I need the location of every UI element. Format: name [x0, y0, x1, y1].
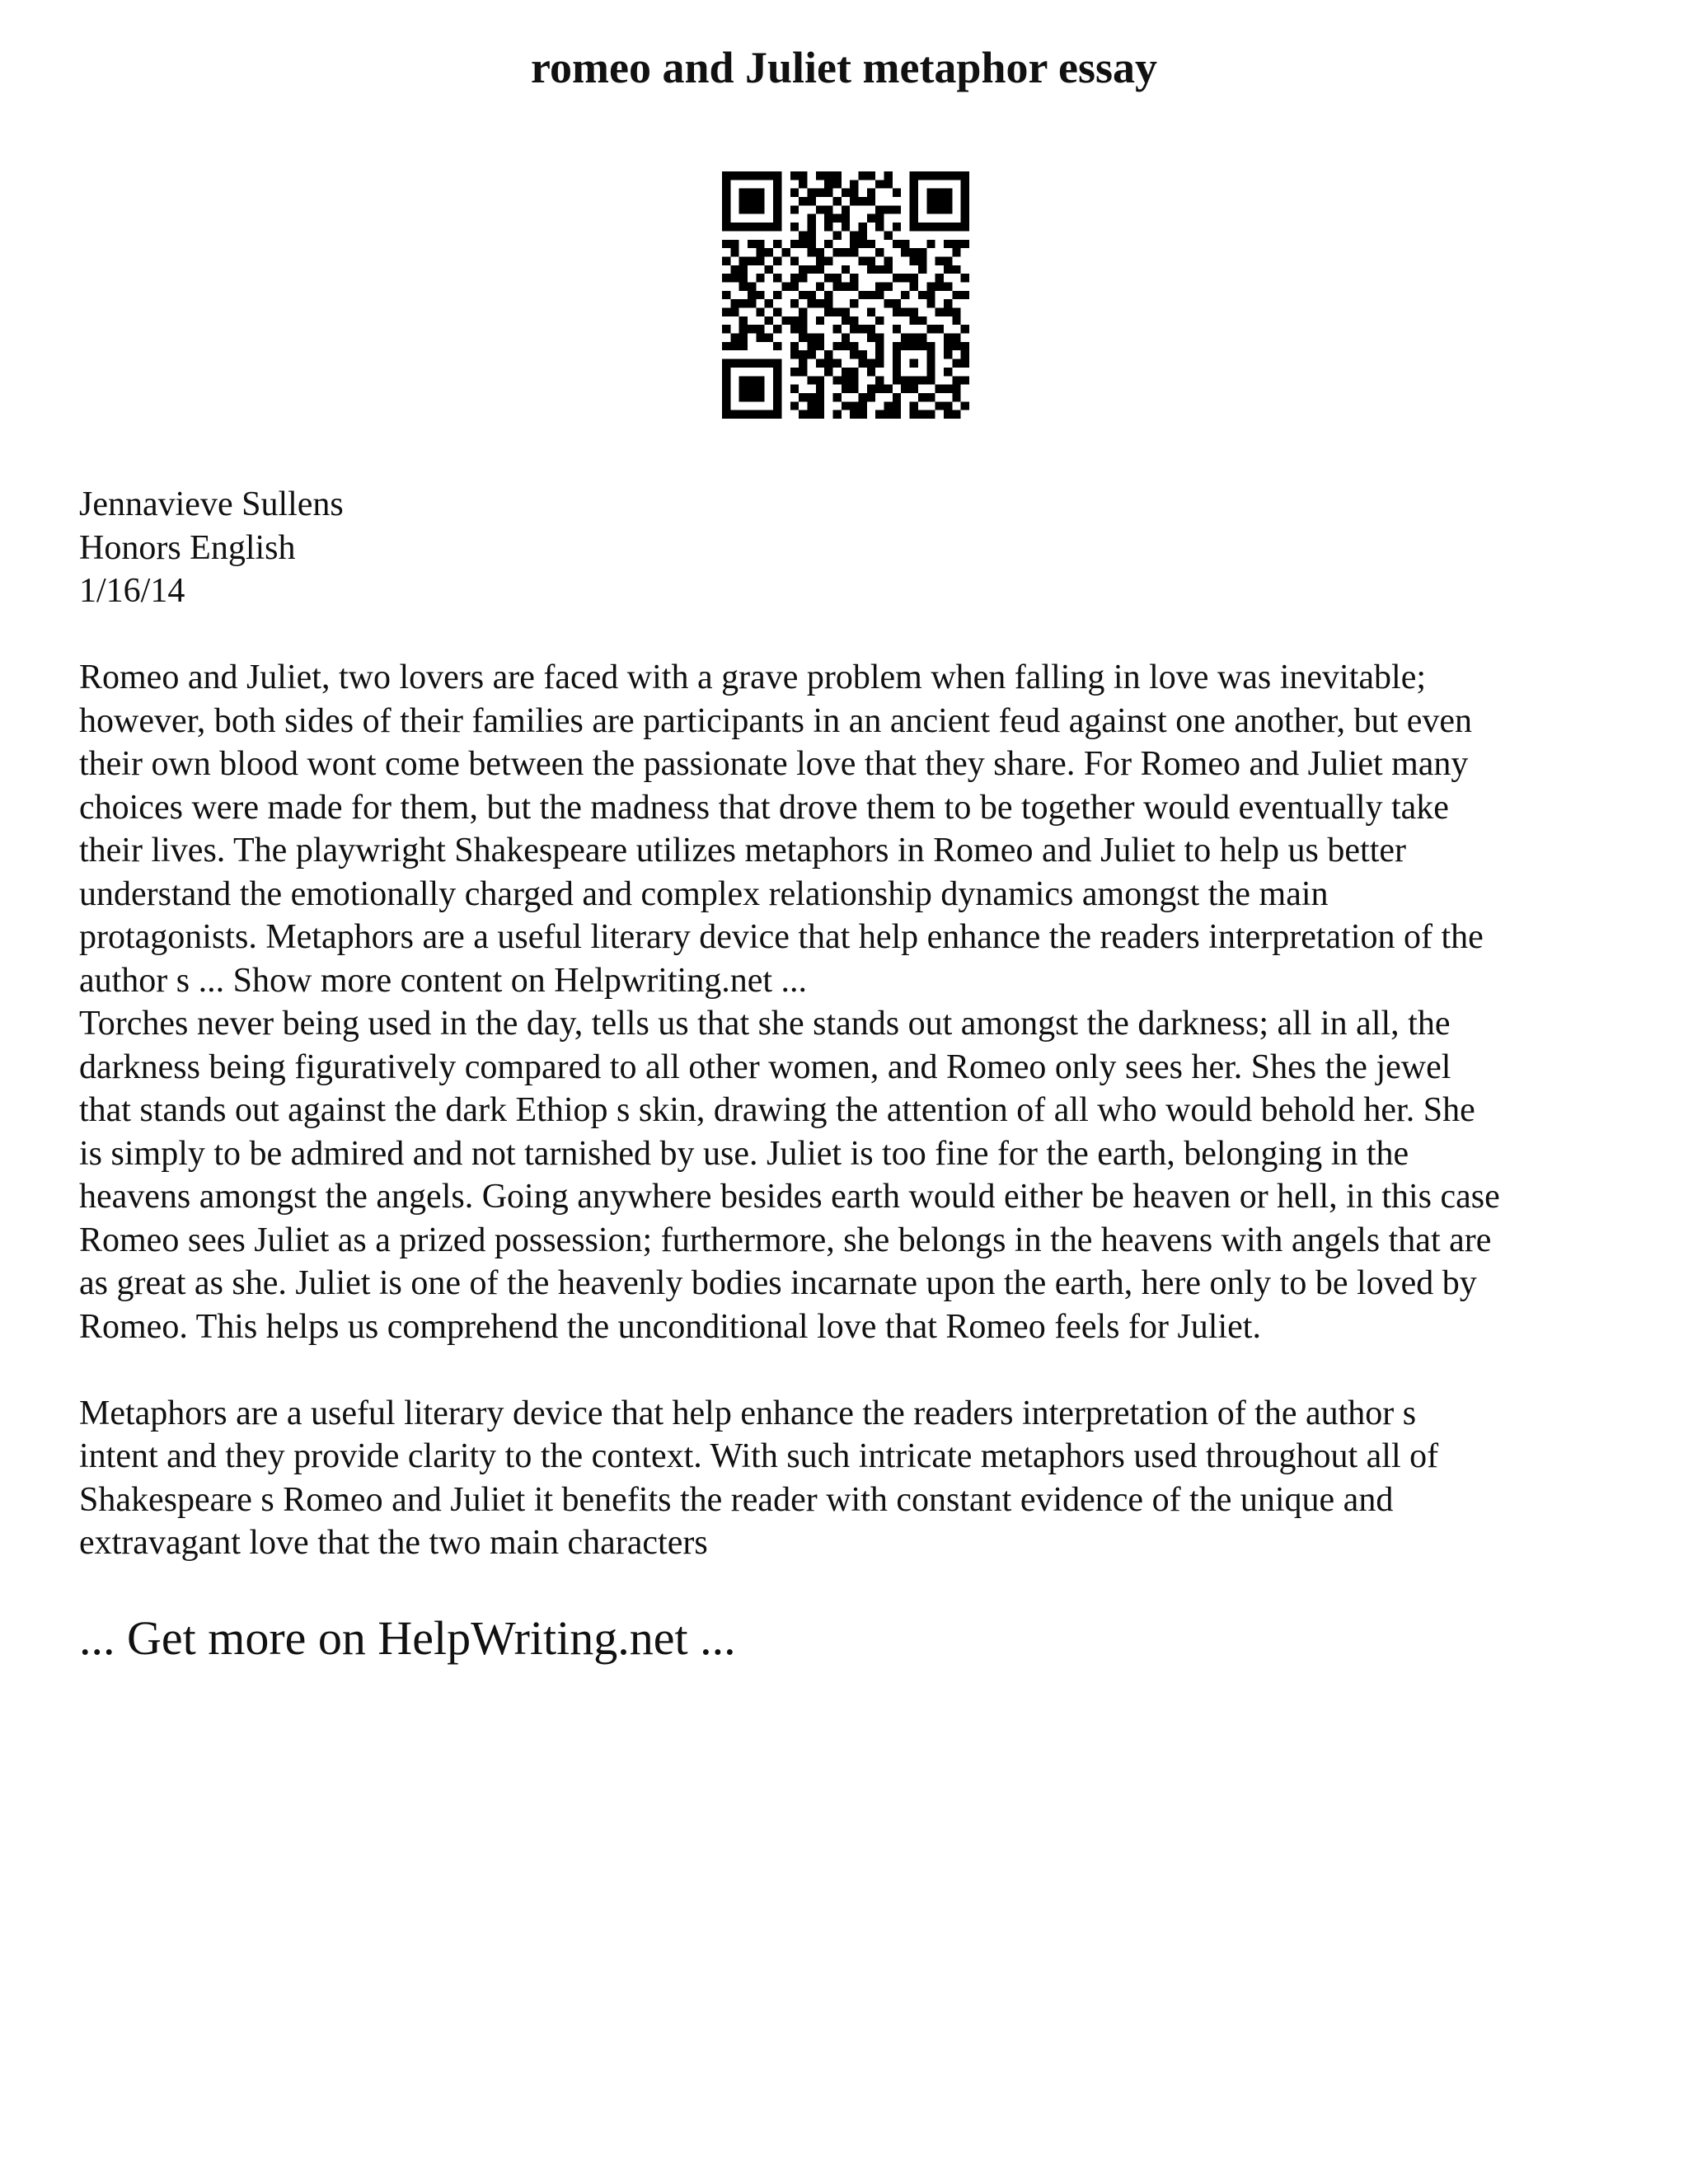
document-title: romeo and Juliet metaphor essay	[531, 43, 1157, 92]
essay-body	[79, 483, 1629, 1565]
text-line: Metaphors are a useful literary device that help enhance the readers interpretation of the author s	[79, 1394, 1417, 1432]
spacer	[79, 613, 1629, 657]
text-line: is simply to be admired and not tarnished by use. Juliet is too fine for the earth, belonging in the	[79, 1134, 1409, 1173]
text-line: author s ... Show more content on Helpwriting.net ...	[79, 961, 808, 1000]
text-line: however, both sides of their families are participants in an ancient feud against one another, but even	[79, 701, 1473, 740]
text-line: Romeo. This helps us comprehend the unconditional love that Romeo feels for Juliet.	[79, 1307, 1261, 1346]
text-line: Torches never being used in the day, tells us that she stands out amongst the darkness; all in all, the	[79, 1005, 1451, 1043]
text-line: protagonists. Metaphors are a useful literary device that help enhance the readers interpretation of the	[79, 918, 1484, 956]
text-line: their lives. The playwright Shakespeare utilizes metaphors in Romeo and Juliet to help us better	[79, 832, 1407, 869]
text-line: intent and they provide clarity to the context. With such intricate metaphors used throughout all of	[79, 1437, 1439, 1475]
paragraph-3	[79, 1392, 1629, 1565]
course-name: Honors English	[79, 528, 296, 567]
text-line: darkness being figuratively compared to all other women, and Romeo only sees her. Shes the jewel	[79, 1047, 1451, 1086]
text-line: Romeo sees Juliet as a prized possession; furthermore, she belongs in the heavens with angels that are	[79, 1221, 1492, 1259]
text-line: understand the emotionally charged and complex relationship dynamics amongst the main	[79, 874, 1329, 913]
text-line: that stands out against the dark Ethiop s skin, drawing the attention of all who would behold her. She	[79, 1091, 1475, 1129]
get-more-link[interactable]: ... Get more on HelpWriting.net ...	[79, 1611, 736, 1665]
text-line: Shakespeare s Romeo and Juliet it benefits the reader with constant evidence of the unique and	[79, 1480, 1394, 1519]
paragraph-2	[79, 1002, 1629, 1348]
text-line: their own blood wont come between the passionate love that they share. For Romeo and Juliet many	[79, 745, 1469, 783]
text-line: as great as she. Juliet is one of the heavenly bodies incarnate upon the earth, here only to be loved by	[79, 1264, 1477, 1302]
text-line: heavens amongst the angels. Going anywhere besides earth would either be heaven or hell, in this case	[79, 1178, 1500, 1216]
essay-date: 1/16/14	[79, 572, 185, 610]
author-name: Jennavieve Sullens	[79, 485, 344, 523]
paragraph-1	[79, 656, 1629, 1002]
text-line: Romeo and Juliet, two lovers are faced with a grave problem when falling in love was inevitable;	[79, 658, 1427, 696]
qr-code-icon	[722, 171, 969, 419]
text-line: extravagant love that the two main characters	[79, 1524, 708, 1562]
spacer	[79, 1348, 1629, 1392]
text-line: choices were made for them, but the madness that drove them to be together would eventually take	[79, 788, 1449, 827]
